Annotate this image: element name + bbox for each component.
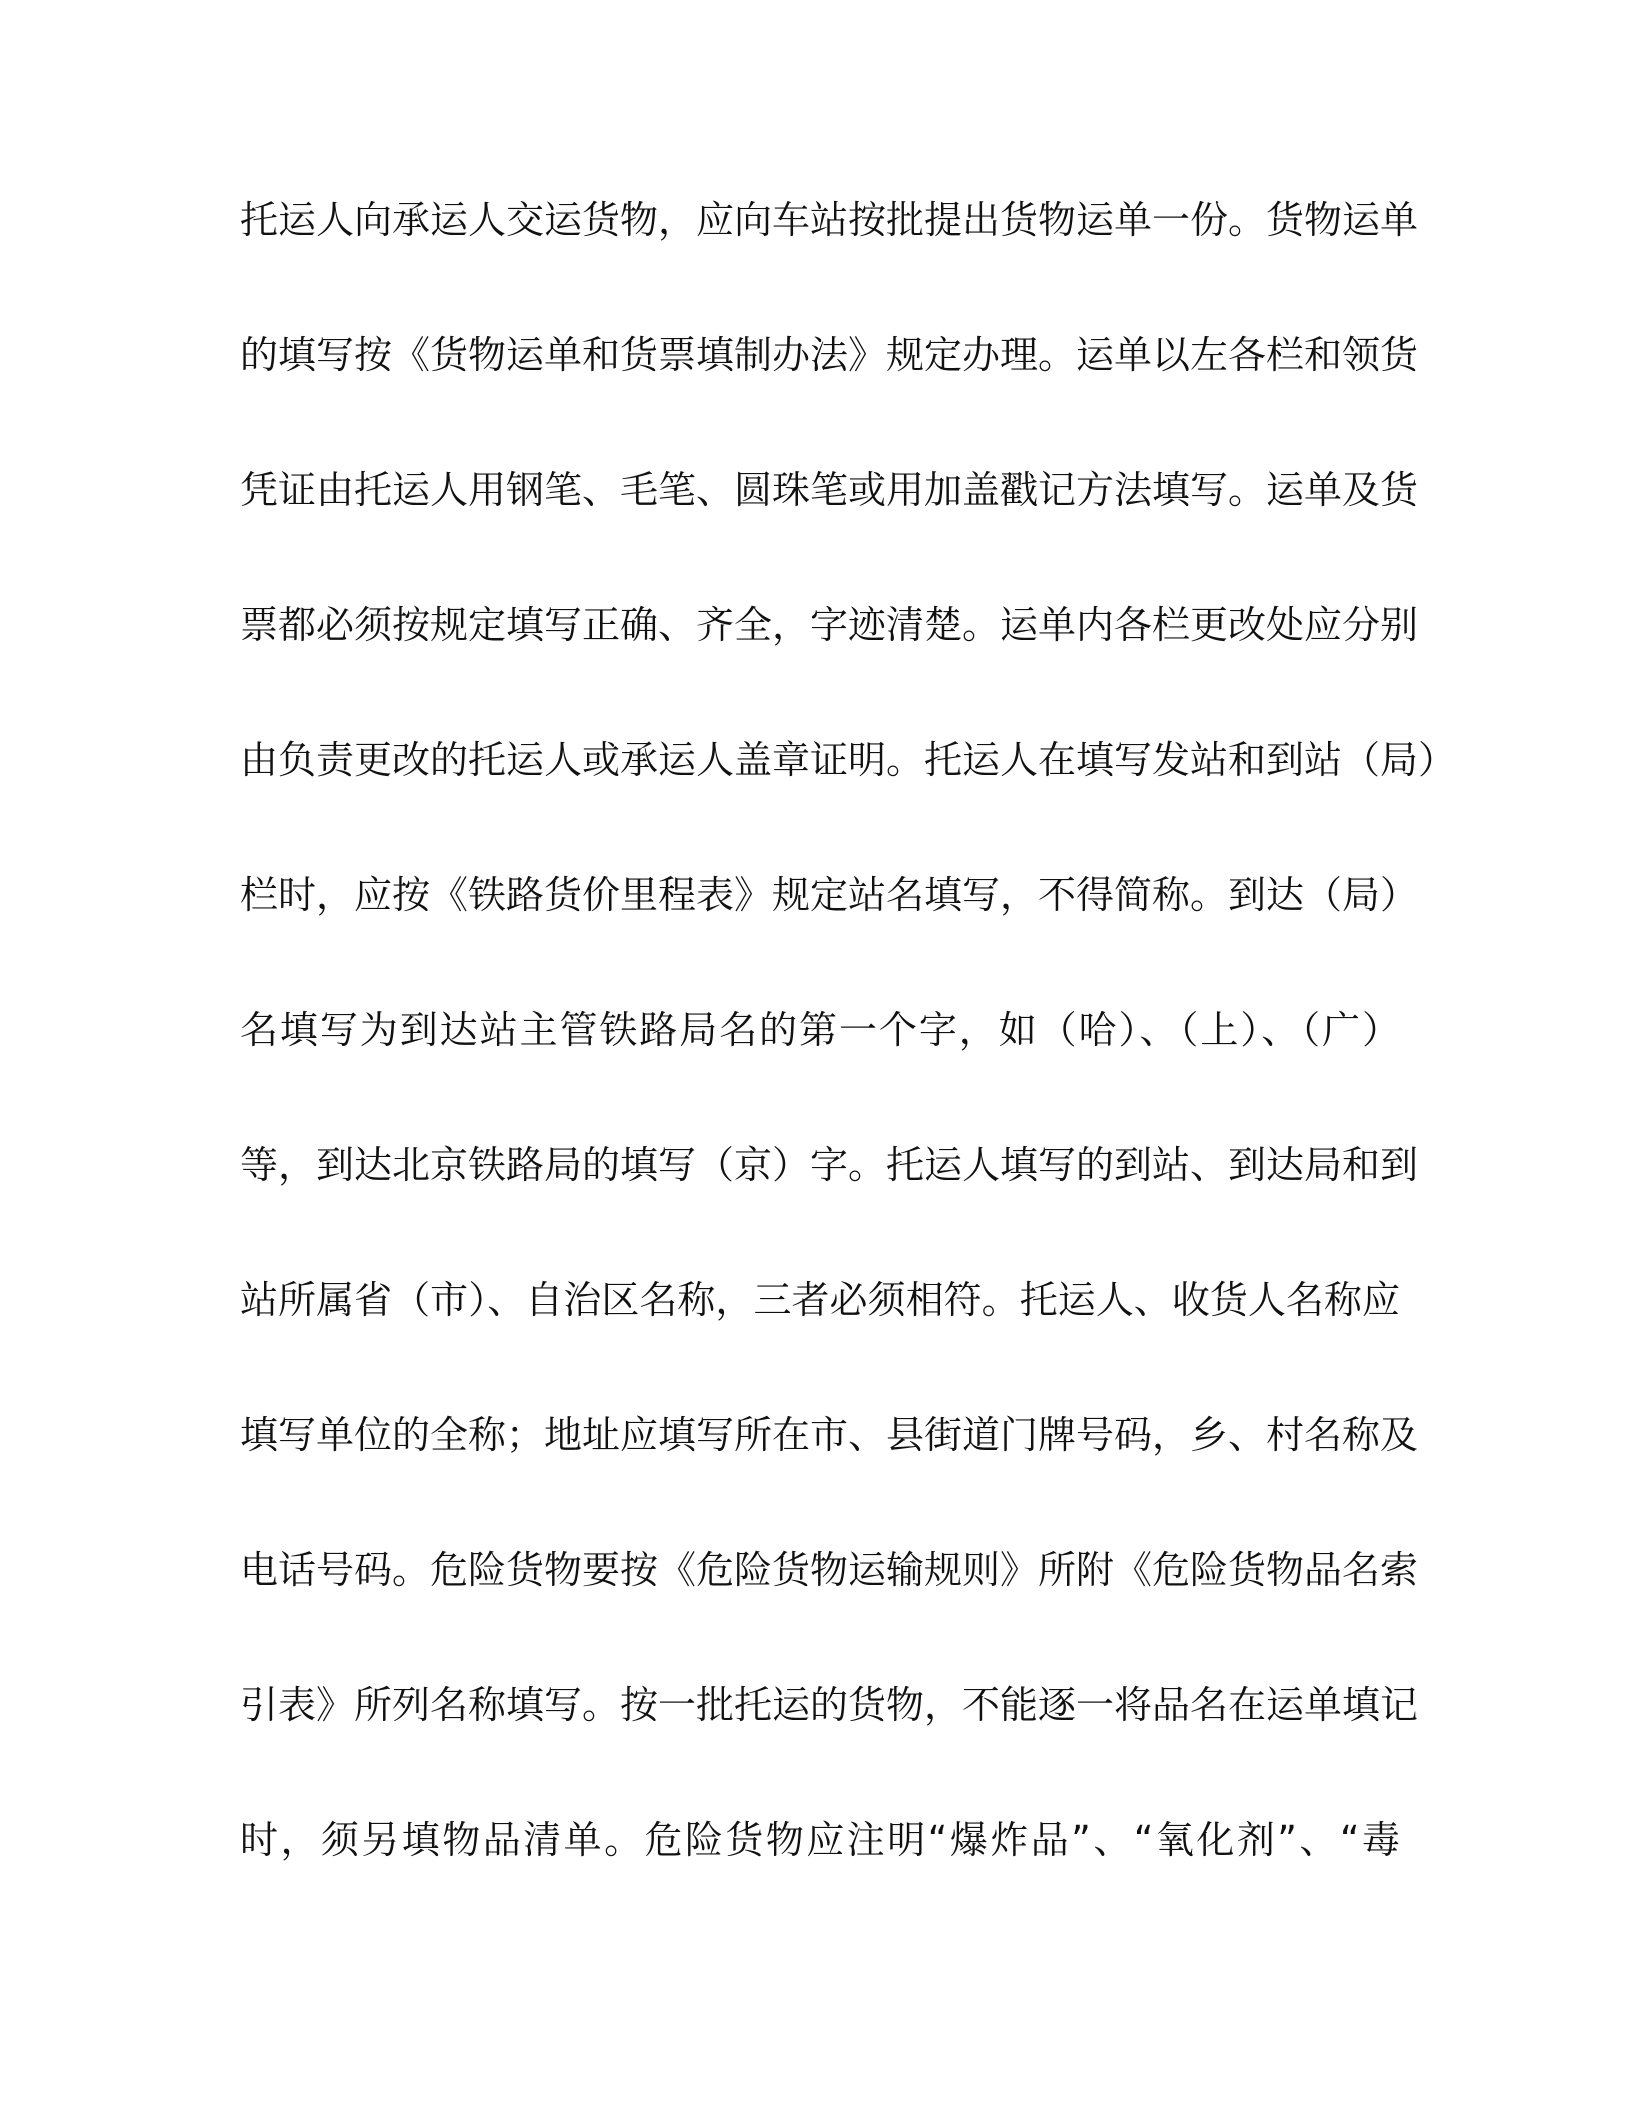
paragraph-line: 填写单位的全称；地址应填写所在市、县街道门牌号码，乡、村名称及 <box>240 1413 1419 1457</box>
paragraph-line: 等，到达北京铁路局的填写（京）字。托运人填写的到站、到达局和到 <box>240 1143 1419 1187</box>
paragraph-line: 票都必须按规定填写正确、齐全，字迹清楚。运单内各栏更改处应分别 <box>240 603 1419 647</box>
paragraph-line: 站所属省（市）、自治区名称，三者必须相符。托运人、收货人名称应 <box>240 1278 1400 1322</box>
body-paragraph <box>240 186 1457 1941</box>
paragraph-line: 凭证由托运人用钢笔、毛笔、圆珠笔或用加盖戳记方法填写。运单及货 <box>240 468 1419 512</box>
paragraph-line: 时，须另填物品清单。危险货物应注明“爆炸品”、“氧化剂”、“毒 <box>240 1818 1400 1862</box>
paragraph-line: 栏时，应按《铁路货价里程表》规定站名填写，不得简称。到达（局） <box>240 873 1419 917</box>
paragraph-line: 由负责更改的托运人或承运人盖章证明。托运人在填写发站和到站（局） <box>240 738 1457 782</box>
paragraph-line: 托运人向承运人交运货物，应向车站按批提出货物运单一份。货物运单 <box>240 198 1419 242</box>
paragraph-line: 名填写为到达站主管铁路局名的第一个字，如（哈）、（上）、（广） <box>240 1008 1400 1052</box>
paragraph-line: 电话号码。危险货物要按《危险货物运输规则》所附《危险货物品名索 <box>240 1548 1419 1592</box>
paragraph-line: 的填写按《货物运单和货票填制办法》规定办理。运单以左各栏和领货 <box>240 333 1419 377</box>
paragraph-line: 引表》所列名称填写。按一批托运的货物，不能逐一将品名在运单填记 <box>240 1683 1419 1727</box>
